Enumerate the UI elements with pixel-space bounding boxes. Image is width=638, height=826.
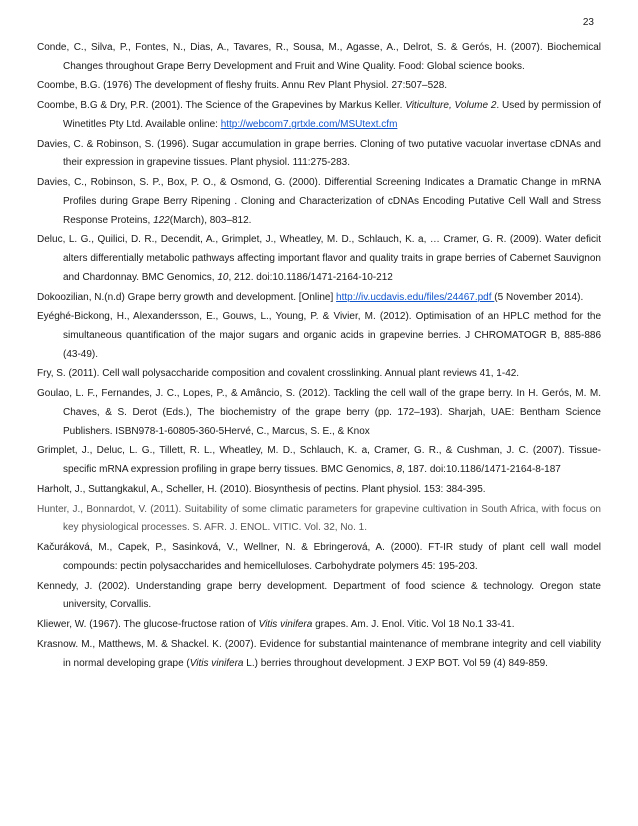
reference-entry [37, 385, 601, 441]
reference-text: Davies, C., Robinson, S. P., Box, P. O., & Osmond, G. (2000). Differential Screening Indicates a Dramatic Change in mRNA Profiles during Grape Berry Ripening . Cloning and Characterization of cDNAs Encoding Putative Cell Wall and Stress Response Proteins, [37, 177, 601, 226]
reference-text: Goulao, L. F., Fernandes, J. C., Lopes, P., & Amâncio, S. (2012). Tackling the cell wall of the grape berry. In H. Gerós, M. M. Chaves, & S. Derot (Eds.), The biochemistry of the grape berry (pp. 172–193). Sharjah, UAE: Bentham Science Publishers. ISBN978-1-60805-360-5Hervé, C., Marcus, S. E., & Knox [37, 388, 601, 437]
reference-link[interactable]: http://webcom7.grtxle.com/MSUtext.cfm [220, 118, 398, 130]
reference-text: Conde, C., Silva, P., Fontes, N., Dias, A., Tavares, R., Sousa, M., Agasse, A., Delrot, S. & Gerós, H. (2007). Biochemical Changes throughout Grape Berry Development and Fruit and Wine Quality. Food: Global science books. [37, 42, 601, 72]
reference-text: Grimplet, J., Deluc, L. G., Tillett, R. L., Wheatley, M. D., Schlauch, K. a, Cramer, G. R., & Cushman, J. C. (2007). Tissue-specific mRNA expression profiling in grape berry tissues. BMC Genomics, [37, 445, 601, 476]
italic-text: 122 [153, 214, 170, 226]
reference-entry [37, 77, 601, 96]
italic-text: Viticulture, Volume 2 [405, 100, 497, 112]
reference-entry [37, 636, 601, 673]
reference-text: Coombe, B.G. (1976) The development of fleshy fruits. Annu Rev Plant Physiol. 27:507–528. [37, 80, 448, 92]
reference-text: Kliewer, W. (1967). The glucose-fructose ration of [37, 619, 259, 631]
reference-text: (March), 803–812. [169, 214, 252, 226]
reference-text: Hunter, J., Bonnardot, V. (2011). Suitability of some climatic parameters for grapevine cultivation in South Africa, with focus on key physiological processes. S. AFR. J. ENOL. VITIC. Vol. 32, No. 1. [37, 503, 601, 534]
italic-text: Vitis vinifera [189, 657, 244, 669]
reference-entry [37, 501, 601, 538]
reference-text: Dokoozilian, N.(n.d) Grape berry growth and development. [Online] [37, 291, 337, 303]
reference-text: Krasnow. M., Matthews, M. & Shackel. K. (2007). Evidence for substantial maintenance of membrane integrity and cell viability in normal developing grape ( [37, 639, 601, 669]
reference-entry [37, 539, 601, 576]
reference-text: Coombe, B.G & Dry, P.R. (2001). The Science of the Grapevines by Markus Keller. [37, 100, 406, 112]
reference-list [37, 39, 601, 675]
reference-text: (5 November 2014). [494, 291, 584, 303]
reference-text: grapes. Am. J. Enol. Vitic. Vol 18 No.1 33-41. [312, 619, 515, 631]
reference-entry [37, 136, 601, 173]
reference-entry [37, 174, 601, 230]
italic-text: Vitis vinifera [258, 619, 313, 631]
reference-entry [37, 308, 601, 364]
reference-entry [37, 39, 601, 76]
reference-entry [37, 578, 601, 615]
reference-entry [37, 481, 601, 500]
reference-entry [37, 289, 601, 308]
reference-text: Davies, C. & Robinson, S. (1996). Sugar accumulation in grape berries. Cloning of two putative vacuolar invertase cDNAs and their expression in grapevine tissues. Plant physiol. 111:275-283. [37, 138, 601, 169]
reference-text: Kačuráková, M., Capek, P., Sasinková, V., Wellner, N. & Ebringerová, A. (2000). FT-IR study of plant cell wall model compounds: pectin polysaccharides and hemicelluloses. Carbohydrate polymers 45: 195-203. [37, 542, 601, 572]
reference-text: , 212. doi:10.1186/1471-2164-10-212 [228, 271, 393, 283]
reference-text: L.) berries throughout development. J EXP BOT. Vol 59 (4) 849-859. [243, 657, 548, 669]
reference-link[interactable]: http://iv.ucdavis.edu/files/24467.pdf [336, 291, 495, 303]
reference-entry [37, 616, 601, 635]
reference-text: Deluc, L. G., Quilici, D. R., Decendit, A., Grimplet, J., Wheatley, M. D., Schlauch, K. a, … Cramer, G. R. (2009). Water deficit alters differentially metabolic pathways affecting important flavor and quality traits in grape berries of Cabernet Sauvignon and Chardonnay. BMC Genomics, [37, 234, 601, 283]
reference-entry [37, 442, 601, 479]
page-number: 23 [582, 17, 594, 28]
reference-text: , 187. doi:10.1186/1471-2164-8-187 [402, 464, 561, 476]
reference-text: Harholt, J., Suttangkakul, A., Scheller, H. (2010). Biosynthesis of pectins. Plant physiol. 153: 384-395. [37, 483, 486, 495]
reference-entry [37, 97, 601, 134]
reference-text: Fry, S. (2011). Cell wall polysaccharide composition and covalent crosslinking. Annual plant reviews 41, 1-42. [37, 368, 520, 380]
reference-entry [37, 231, 601, 287]
reference-entry [37, 365, 601, 384]
reference-text: Eyéghé-Bickong, H., Alexandersson, E., Gouws, L., Young, P. & Vivier, M. (2012). Optimisation of an HPLC method for the simultaneous quantification of the major sugars and organic acids in grapevine berries. J CHROMATOGR B, 885-886 (43-49). [37, 311, 601, 360]
reference-text: Kennedy, J. (2002). Understanding grape berry development. Department of food science & technology. Oregon state university, Corvallis. [37, 580, 601, 611]
reference-text: . Used by permission of Winetitles Pty Ltd. Available online: [63, 100, 601, 130]
italic-text: 8 [396, 464, 403, 476]
italic-text: 10 [217, 271, 229, 283]
